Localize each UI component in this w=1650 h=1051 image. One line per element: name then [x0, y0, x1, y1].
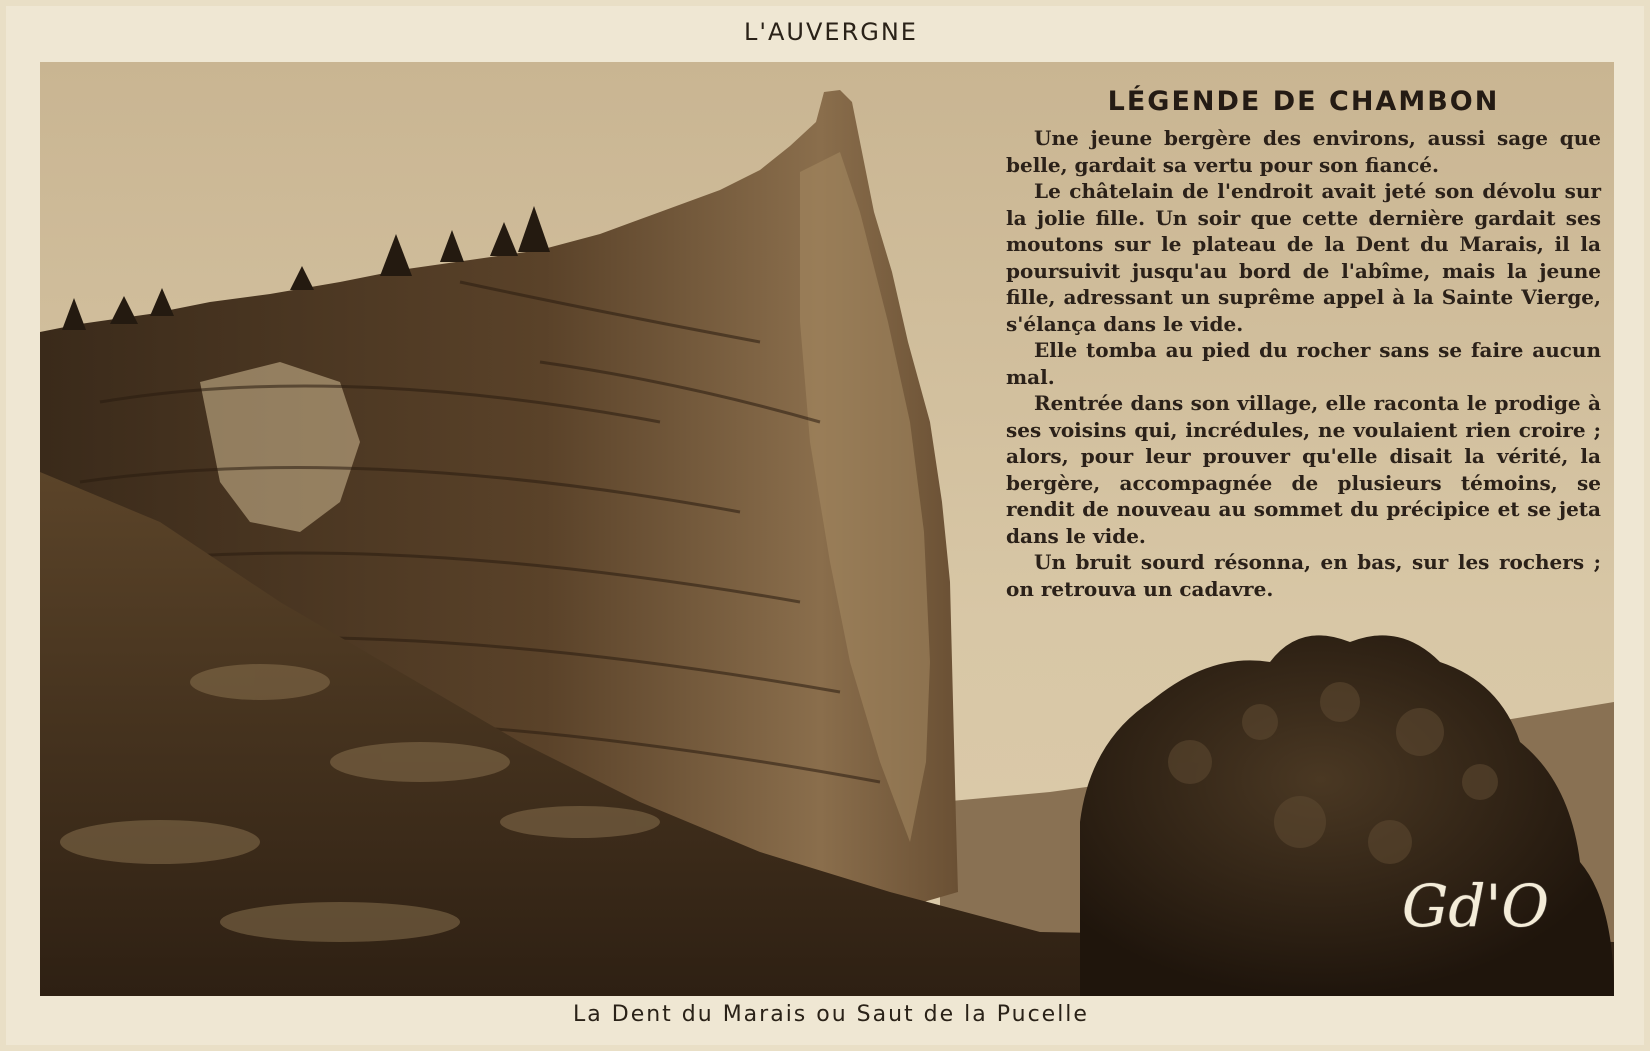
- legend-body: [1006, 125, 1601, 602]
- legend-paragraph: Elle tomba au pied du rocher sans se faire aucun mal.: [1006, 338, 1601, 389]
- legend-paragraph: Rentrée dans son village, elle raconta le prodige à ses voisins qui, incrédules, ne voulaient rien croire ; alors, pour leur prouver qu'elle disait la vérité, la bergère, accompagnée de plusieurs témoins, se rendit de nouveau au sommet du précipice et se jeta dans le vide.: [1006, 391, 1601, 548]
- legend-paragraph: Le châtelain de l'endroit avait jeté son dévolu sur la jolie fille. Un soir que cette dernière gardait ses moutons sur le plateau de la Dent du Marais, il la poursuivit jusqu'au bord de l'abîme, mais la jeune fille, adressant un suprême appel à la Sainte Vierge, s'élança dans le vide.: [1006, 179, 1601, 336]
- region-header: L'AUVERGNE: [744, 18, 918, 46]
- legend-text-block: [1006, 86, 1601, 602]
- publisher-monogram: Gd'O: [1402, 872, 1549, 940]
- legend-paragraph: Un bruit sourd résonna, en bas, sur les rochers ; on retrouva un cadavre.: [1006, 550, 1601, 601]
- legend-paragraph: Une jeune bergère des environs, aussi sage que belle, gardait sa vertu pour son fiancé.: [1006, 126, 1601, 177]
- legend-title: LÉGENDE DE CHAMBON: [1107, 86, 1500, 117]
- photo-caption: La Dent du Marais ou Saut de la Pucelle: [573, 1002, 1089, 1027]
